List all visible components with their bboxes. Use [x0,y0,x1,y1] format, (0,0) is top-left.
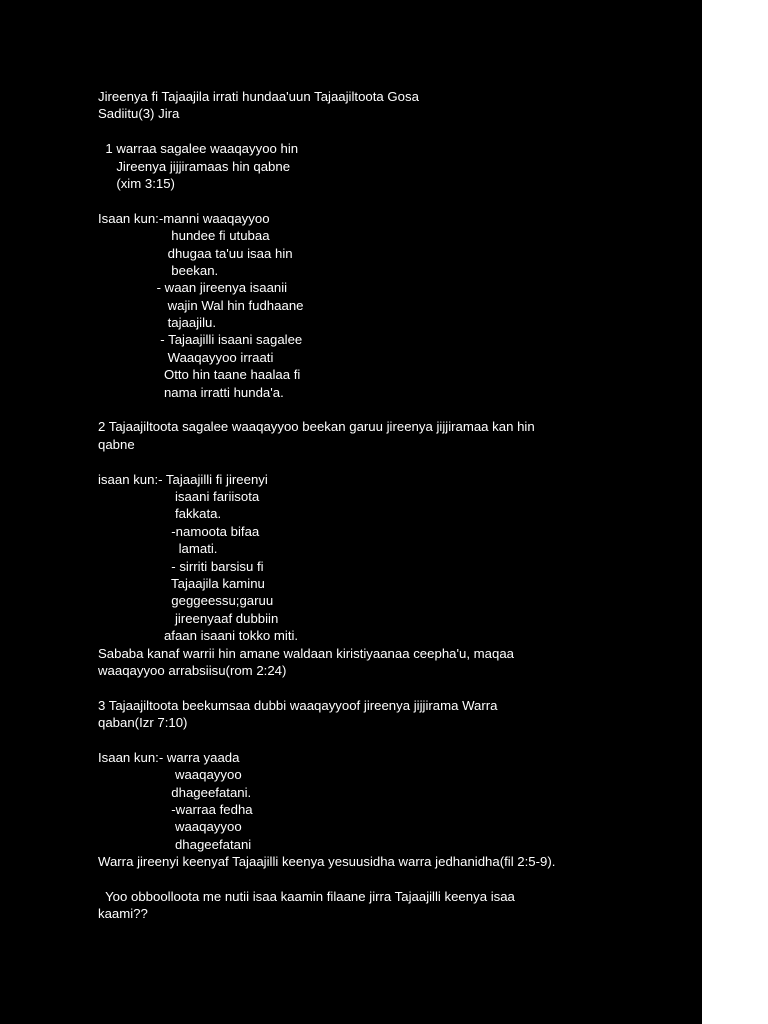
section1-body-line: - waan jireenya isaanii [98,280,288,296]
section3-body-line: waaqayyoo [98,819,242,835]
blank-line [98,453,658,470]
section2-closing-line: Sababa kanaf warrii hin amane waldaan kiristiyaanaa ceepha'u, maqaa [98,645,514,661]
final-line: kaami?? [98,906,148,922]
section2-body-line: afaan isaani tokko miti. [98,628,299,644]
section2-body-line: - sirriti barsisu fi [98,558,264,574]
section3-body-line: dhageefatani [98,836,252,852]
section3-heading-line: qaban(Izr 7:10) [98,715,188,731]
section1-body-line: beekan. [98,262,219,278]
blank-line [98,123,658,140]
section2-heading-line: qabne [98,436,135,452]
blank-line [98,871,658,888]
section2-body-line: fakkata. [98,506,222,522]
section1-body-line: wajin Wal hin fudhaane [98,297,304,313]
section3-body-line: Isaan kun:- warra yaada [98,749,240,765]
section3-heading-line: 3 Tajaajiltoota beekumsaa dubbi waaqayyoof jireenya jijjirama Warra [98,697,498,713]
section2-body-line: geggeessu;garuu [98,593,274,609]
section1-body-line: nama irratti hunda'a. [98,384,284,400]
blank-line [98,731,658,748]
section2-body-line: isaani fariisota [98,488,260,504]
section2-heading-line: 2 Tajaajiltoota sagalee waaqayyoo beekan garuu jireenya jijjiramaa kan hin [98,419,535,435]
document-text [98,88,658,923]
document-title-line: Jireenya fi Tajaajila irrati hundaa'uun Tajaajiltoota Gosa [98,89,419,104]
section1-heading-line: (xim 3:15) [98,175,175,191]
document-title-line: Sadiitu(3) Jira [98,106,180,122]
section3-closing-line: Warra jireenyi keenyaf Tajaajilli keenya yesuusidha warra jedhanidha(fil 2:5-9). [98,854,556,870]
section1-body-line: dhugaa ta'uu isaa hin [98,245,293,261]
section1-heading-line: 1 warraa sagalee waaqayyoo hin [98,141,299,157]
section3-body-line: dhageefatani. [98,784,252,800]
blank-line [98,192,658,209]
section2-body-line: lamati. [98,541,218,557]
section1-body-line: Otto hin taane haalaa fi [98,367,301,383]
final-line: Yoo obboolloota me nutii isaa kaamin filaane jirra Tajaajilli keenya isaa [98,888,515,904]
section1-body-line: hundee fi utubaa [98,228,270,244]
section3-body-line: -warraa fedha [98,802,253,818]
section2-body-line: -namoota bifaa [98,523,260,539]
blank-line [98,679,658,696]
section1-body-line: tajaajilu. [98,315,216,331]
section2-closing-line: waaqayyoo arrabsiisu(rom 2:24) [98,662,287,678]
section2-body-line: jireenyaaf dubbiin [98,610,279,626]
section2-body-line: Tajaajila kaminu [98,575,265,591]
section1-body-line: Isaan kun:-manni waaqayyoo [98,210,270,226]
section1-body-line: Waaqayyoo irraati [98,349,274,365]
blank-line [98,401,658,418]
section3-body-line: waaqayyoo [98,767,242,783]
section1-heading-line: Jireenya jijjiramaas hin qabne [98,158,291,174]
section1-body-line: - Tajaajilli isaani sagalee [98,332,303,348]
section2-body-line: isaan kun:- Tajaajilli fi jireenyi [98,471,268,487]
